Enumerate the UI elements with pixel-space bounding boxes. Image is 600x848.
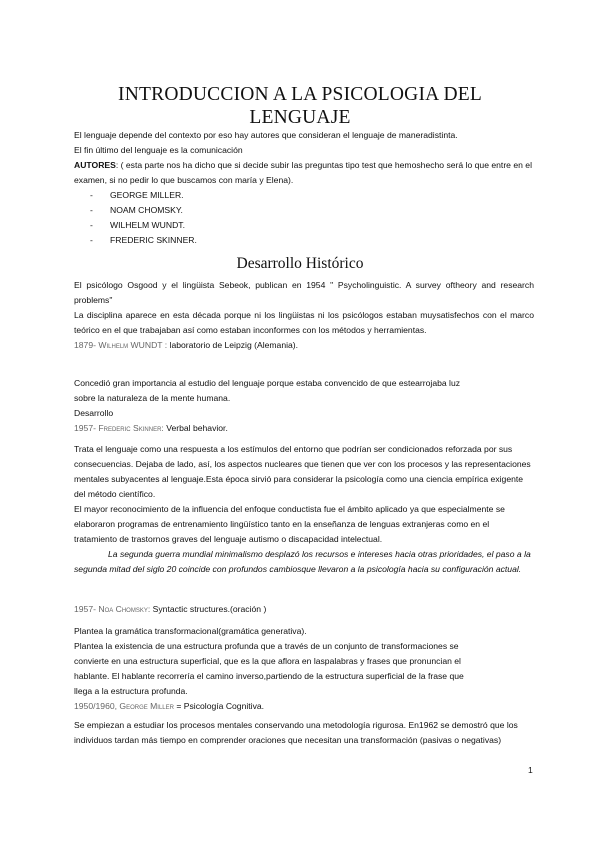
chomsky-heading xyxy=(74,602,534,617)
author-name: GEORGE MILLER. xyxy=(110,190,184,200)
intro-line-1: El lenguaje depende del contexto por eso hay autores que consideran el lenguaje de maneradistinta. xyxy=(74,130,458,140)
history-block-2 xyxy=(74,376,474,436)
title-line-1: INTRODUCCION A LA PSICOLOGIA DEL xyxy=(118,84,482,106)
miller-year: 1950/1960, xyxy=(74,701,118,711)
war-paragraph: La segunda guerra mundial minimalismo desplazó los recursos e intereses hacia otras prioridades, el paso a la segunda mitad del siglo 20 coincide con profundos cambiosque llevaron a la psicología hacia su configuración actual. xyxy=(74,549,531,574)
chomsky-block xyxy=(74,624,474,714)
list-item xyxy=(90,188,197,203)
development-label: Desarrollo xyxy=(74,408,114,418)
chomsky-paragraph-1: Plantea la gramática transformacional(gramática generativa). xyxy=(74,626,307,636)
authors-list xyxy=(90,188,197,248)
chomsky-name: Noa Chomsky: xyxy=(98,604,151,614)
author-name: NOAM CHOMSKY. xyxy=(110,205,183,215)
skinner-paragraph-2: El mayor reconocimiento de la influencia del enfoque conductista fue el ámbito aplicado ya que especialmente se elaboraron programas de entrenamiento lingüístico tanto en la enseñanza de lenguas extranjeras como en el tratamiento de trastornos graves del lenguaje autismo o discapacidad intelectual. xyxy=(74,504,505,544)
miller-text: = Psicología Cognitiva. xyxy=(173,701,265,711)
final-block xyxy=(74,718,539,748)
list-item xyxy=(90,218,197,233)
skinner-text: Verbal behavior. xyxy=(163,423,228,433)
intro-line-2: El fin último del lenguaje es la comunicación xyxy=(74,145,243,155)
document-title xyxy=(0,83,600,129)
authors-paragraph xyxy=(74,158,534,188)
miller-name: George Miller xyxy=(119,701,174,711)
title-line-2: LENGUAJE xyxy=(249,107,351,129)
skinner-paragraph-1: Trata el lenguaje como una respuesta a los estímulos del entorno que podrían ser condicionados reforzada por sus consecuencias. Dejaba de lado, así, los aspectos nucleares que tienen que ver con los procesos y las representaciones mentales subyacentes al lenguaje.Esta época sirvió para considerar la psicología como una ciencia empírica exigente del método científico. xyxy=(74,444,531,499)
history-block-1 xyxy=(74,278,534,353)
wundt-year: 1879- xyxy=(74,340,96,350)
authors-label: AUTORES xyxy=(74,160,116,170)
skinner-year: 1957- xyxy=(74,423,96,433)
wundt-text: laboratorio de Leipzig (Alemania). xyxy=(167,340,299,350)
wundt-paragraph: Concedió gran importancia al estudio del lenguaje porque estaba convencido de que estearrojaba luz sobre la naturaleza de la mente humana. xyxy=(74,378,461,403)
list-dash: - xyxy=(90,235,93,245)
list-item xyxy=(90,233,197,248)
list-dash: - xyxy=(90,190,93,200)
list-item xyxy=(90,203,197,218)
miller-entry xyxy=(74,699,474,714)
chomsky-year: 1957- xyxy=(74,604,96,614)
skinner-name: Frederic Skinner: xyxy=(98,423,164,433)
list-dash: - xyxy=(90,205,93,215)
wundt-name: Wilhelm WUNDT : xyxy=(98,340,168,350)
discipline-paragraph: La disciplina aparece en esta década porque ni los lingüistas ni los psicólogos estaban muysatisfechos con el marco teórico en el que trabajaban así como estaban inconformes con los métodos y herramientas. xyxy=(74,310,534,335)
chomsky-entry xyxy=(74,602,534,617)
wundt-entry xyxy=(74,338,534,353)
osgood-paragraph: El psicólogo Osgood y el lingüista Sebeok, publican en 1954 " Psycholinguistic. A survey oftheory and research problems" xyxy=(74,280,534,305)
section-heading: Desarrollo Histórico xyxy=(236,255,364,272)
chomsky-paragraph-2: Plantea la existencia de una estructura profunda que a través de un conjunto de transformaciones se convierte en una estructura superficial, que es la que aflora en laspalabras y frases que pronuncian el hablante. El hablante recorrería el camino inverso,partiendo de la estructura superficial de la frase que llega a la estructura profunda. xyxy=(74,641,464,696)
author-name: WILHELM WUNDT. xyxy=(110,220,185,230)
chomsky-text: Syntactic structures.(oración ) xyxy=(150,604,267,614)
intro-block xyxy=(74,128,534,188)
authors-note: : ( esta parte nos ha dicho que si decide subir las preguntas tipo test que hemoshecho será lo que entre en el examen, si no pedir lo que buscamos con maría y Elena). xyxy=(74,160,532,185)
history-block-3 xyxy=(74,442,534,577)
author-name: FREDERIC SKINNER. xyxy=(110,235,197,245)
page-number: 1 xyxy=(528,765,533,775)
final-paragraph: Se empiezan a estudiar los procesos mentales conservando una metodología rigurosa. En1962 se demostró que los individuos tardan más tiempo en comprender oraciones que necesitan una transformación (pasivas o negativas) xyxy=(74,720,518,745)
list-dash: - xyxy=(90,220,93,230)
skinner-entry xyxy=(74,421,474,436)
